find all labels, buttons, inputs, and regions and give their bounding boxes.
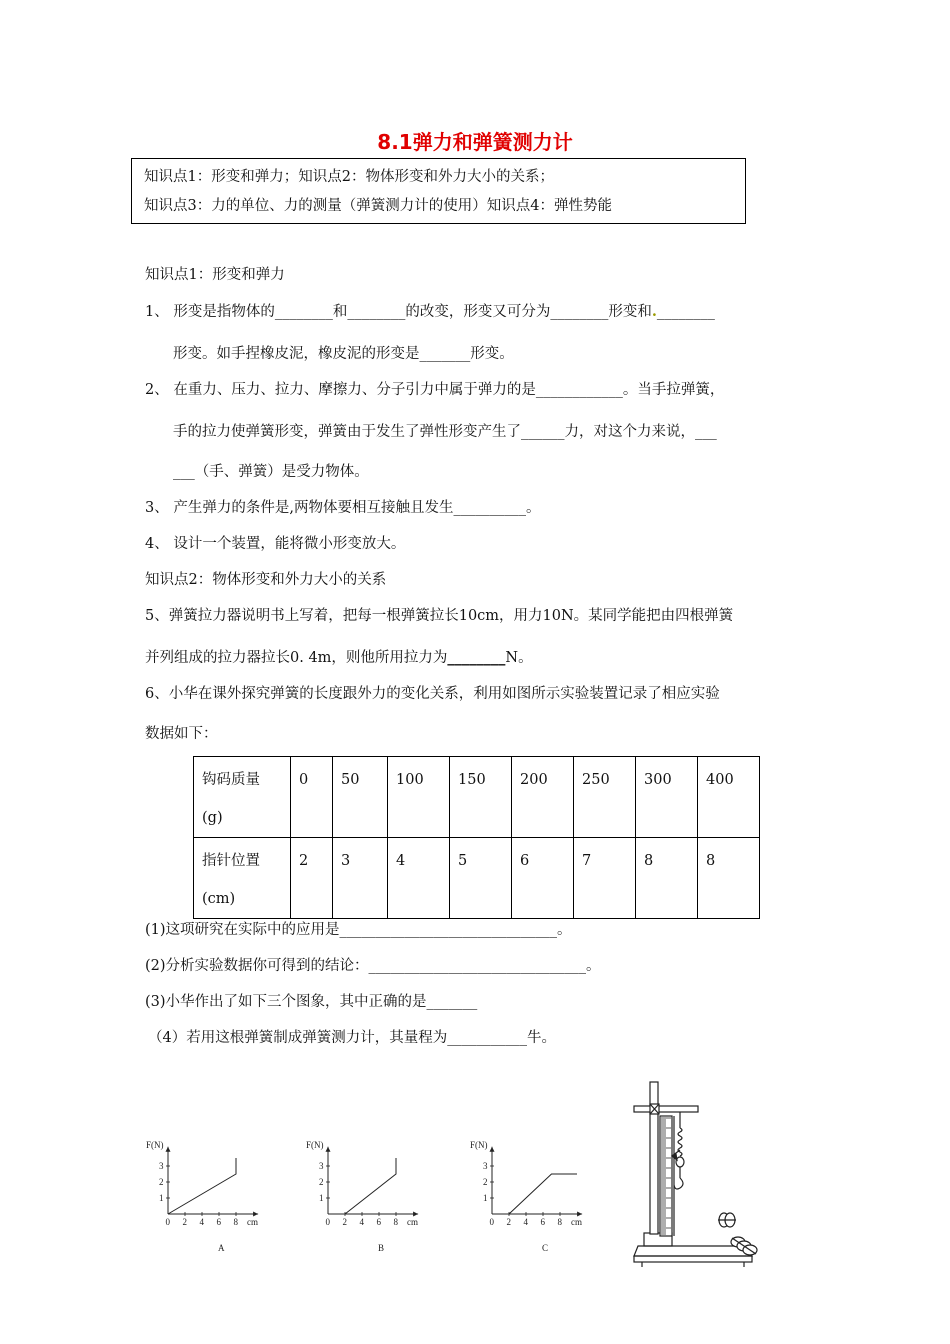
question-1-line-2: 形变。如手捏橡皮泥，橡皮泥的形变是_______形变。	[173, 346, 514, 362]
x-tick-label: 8	[557, 1217, 562, 1227]
table-cell: 5	[450, 838, 512, 919]
table-cell: 3	[333, 838, 388, 919]
x-tick-label: 0	[165, 1217, 170, 1227]
question-2-line-3: ___（手、弹簧）是受力物体。	[173, 464, 369, 480]
series-line	[168, 1158, 236, 1214]
q5-text-c: N。	[505, 650, 533, 666]
y-tick-label: 1	[483, 1193, 488, 1203]
graph-a	[138, 1122, 278, 1262]
graph-c	[462, 1122, 602, 1262]
x-tick-label: 0	[489, 1217, 494, 1227]
table-row	[194, 838, 760, 919]
y-axis-arrow	[326, 1147, 331, 1152]
q1-text-a: 1、 形变是指物体的________和________的改变，形变又可分为________形变和	[145, 304, 652, 320]
summary-line-1: 知识点1：形变和弹力；知识点2：物体形变和外力大小的关系；	[144, 169, 554, 185]
y-tick-label: 1	[319, 1193, 324, 1203]
y-tick-label: 1	[159, 1193, 164, 1203]
y-axis-arrow	[166, 1147, 171, 1152]
question-3: 3、 产生弹力的条件是,两物体要相互接触且发生__________。	[145, 500, 541, 516]
table-cell: 400	[698, 757, 760, 838]
x-axis-label: cm	[571, 1217, 583, 1227]
x-tick-label: 6	[376, 1217, 381, 1227]
graph-caption: C	[542, 1243, 549, 1253]
series-line	[509, 1174, 577, 1214]
table-cell: 4	[388, 838, 450, 919]
spring-apparatus-illustration	[628, 1078, 778, 1273]
y-tick-label: 3	[159, 1161, 164, 1171]
question-2-line-2: 手的拉力使弹簧形变，弹簧由于发生了弹性形变产生了______力，对这个力来说，___	[173, 424, 717, 440]
question-1-line-1	[145, 300, 715, 321]
table-cell: 8	[636, 838, 698, 919]
table-cell: 6	[512, 838, 574, 919]
x-tick-label: 4	[199, 1217, 204, 1227]
table-row-head: 钩码质量 (g)	[194, 757, 291, 838]
table-cell: 50	[333, 757, 388, 838]
data-table	[193, 756, 760, 919]
x-tick-label: 6	[216, 1217, 221, 1227]
sub-question-2: (2)分析实验数据你可得到的结论：______________________________。	[145, 958, 601, 974]
table-cell: 8	[698, 838, 760, 919]
graph-caption: B	[378, 1243, 385, 1253]
table-cell: 200	[512, 757, 574, 838]
table-cell: 100	[388, 757, 450, 838]
x-tick-label: 0	[325, 1217, 330, 1227]
graph-caption: A	[218, 1243, 225, 1253]
y-tick-label: 2	[483, 1177, 488, 1187]
x-axis-arrow	[577, 1212, 582, 1217]
x-axis-label: cm	[407, 1217, 419, 1227]
x-tick-label: 2	[182, 1217, 187, 1227]
question-5-line-2	[145, 646, 533, 667]
y-tick-label: 3	[319, 1161, 324, 1171]
sub-question-4: （4）若用这根弹簧制成弹簧测力计，其量程为___________牛。	[148, 1030, 556, 1046]
table-cell: 0	[291, 757, 333, 838]
x-axis-arrow	[413, 1212, 418, 1217]
table-row-head: 指针位置 (cm)	[194, 838, 291, 919]
x-tick-label: 8	[233, 1217, 238, 1227]
y-axis-label: F(N)	[306, 1140, 324, 1151]
x-tick-label: 6	[540, 1217, 545, 1227]
section-1-heading: 知识点1：形变和弹力	[145, 267, 285, 283]
y-axis-arrow	[490, 1147, 495, 1152]
sub-question-1: (1)这项研究在实际中的应用是______________________________。	[145, 922, 572, 938]
graph-b	[298, 1122, 438, 1262]
question-6-line-1: 6、小华在课外探究弹簧的长度跟外力的变化关系，利用如图所示实验装置记录了相应实验	[145, 686, 720, 702]
x-tick-label: 4	[523, 1217, 528, 1227]
y-axis-label: F(N)	[146, 1140, 164, 1151]
y-tick-label: 2	[159, 1177, 164, 1187]
question-6-line-2: 数据如下：	[145, 726, 218, 742]
x-tick-label: 4	[359, 1217, 364, 1227]
x-tick-label: 2	[506, 1217, 511, 1227]
y-tick-label: 2	[319, 1177, 324, 1187]
table-cell: 7	[574, 838, 636, 919]
x-tick-label: 2	[342, 1217, 347, 1227]
y-axis-label: F(N)	[470, 1140, 488, 1151]
y-tick-label: 3	[483, 1161, 488, 1171]
table-cell: 250	[574, 757, 636, 838]
q5-blank: ________	[447, 649, 506, 666]
table-cell: 2	[291, 838, 333, 919]
question-2-line-1: 2、 在重力、压力、拉力、摩擦力、分子引力中属于弹力的是____________。当手拉弹簧，	[145, 382, 725, 398]
q1-mark: .	[651, 303, 657, 320]
question-5-line-1: 5、弹簧拉力器说明书上写着，把每一根弹簧拉长10cm，用力10N。某同学能把由四根弹簧	[145, 608, 734, 624]
x-axis-arrow	[253, 1212, 258, 1217]
section-2-heading: 知识点2：物体形变和外力大小的关系	[145, 572, 387, 588]
sub-question-3: (3)小华作出了如下三个图象，其中正确的是_______	[145, 994, 478, 1010]
q5-text-b: 并列组成的拉力器拉长0. 4m，则他所用拉力为	[145, 650, 448, 666]
question-4: 4、 设计一个装置，能将微小形变放大。	[145, 536, 406, 552]
summary-box	[131, 158, 746, 224]
summary-line-2: 知识点3：力的单位、力的测量（弹簧测力计的使用）知识点4：弹性势能	[144, 198, 612, 214]
table-cell: 150	[450, 757, 512, 838]
series-line	[345, 1158, 396, 1214]
x-tick-label: 8	[393, 1217, 398, 1227]
page-title: 8.1弹力和弹簧测力计	[377, 130, 573, 154]
table-cell: 300	[636, 757, 698, 838]
q1-text-b: ________	[656, 304, 715, 320]
x-axis-label: cm	[247, 1217, 259, 1227]
table-row	[194, 757, 760, 838]
